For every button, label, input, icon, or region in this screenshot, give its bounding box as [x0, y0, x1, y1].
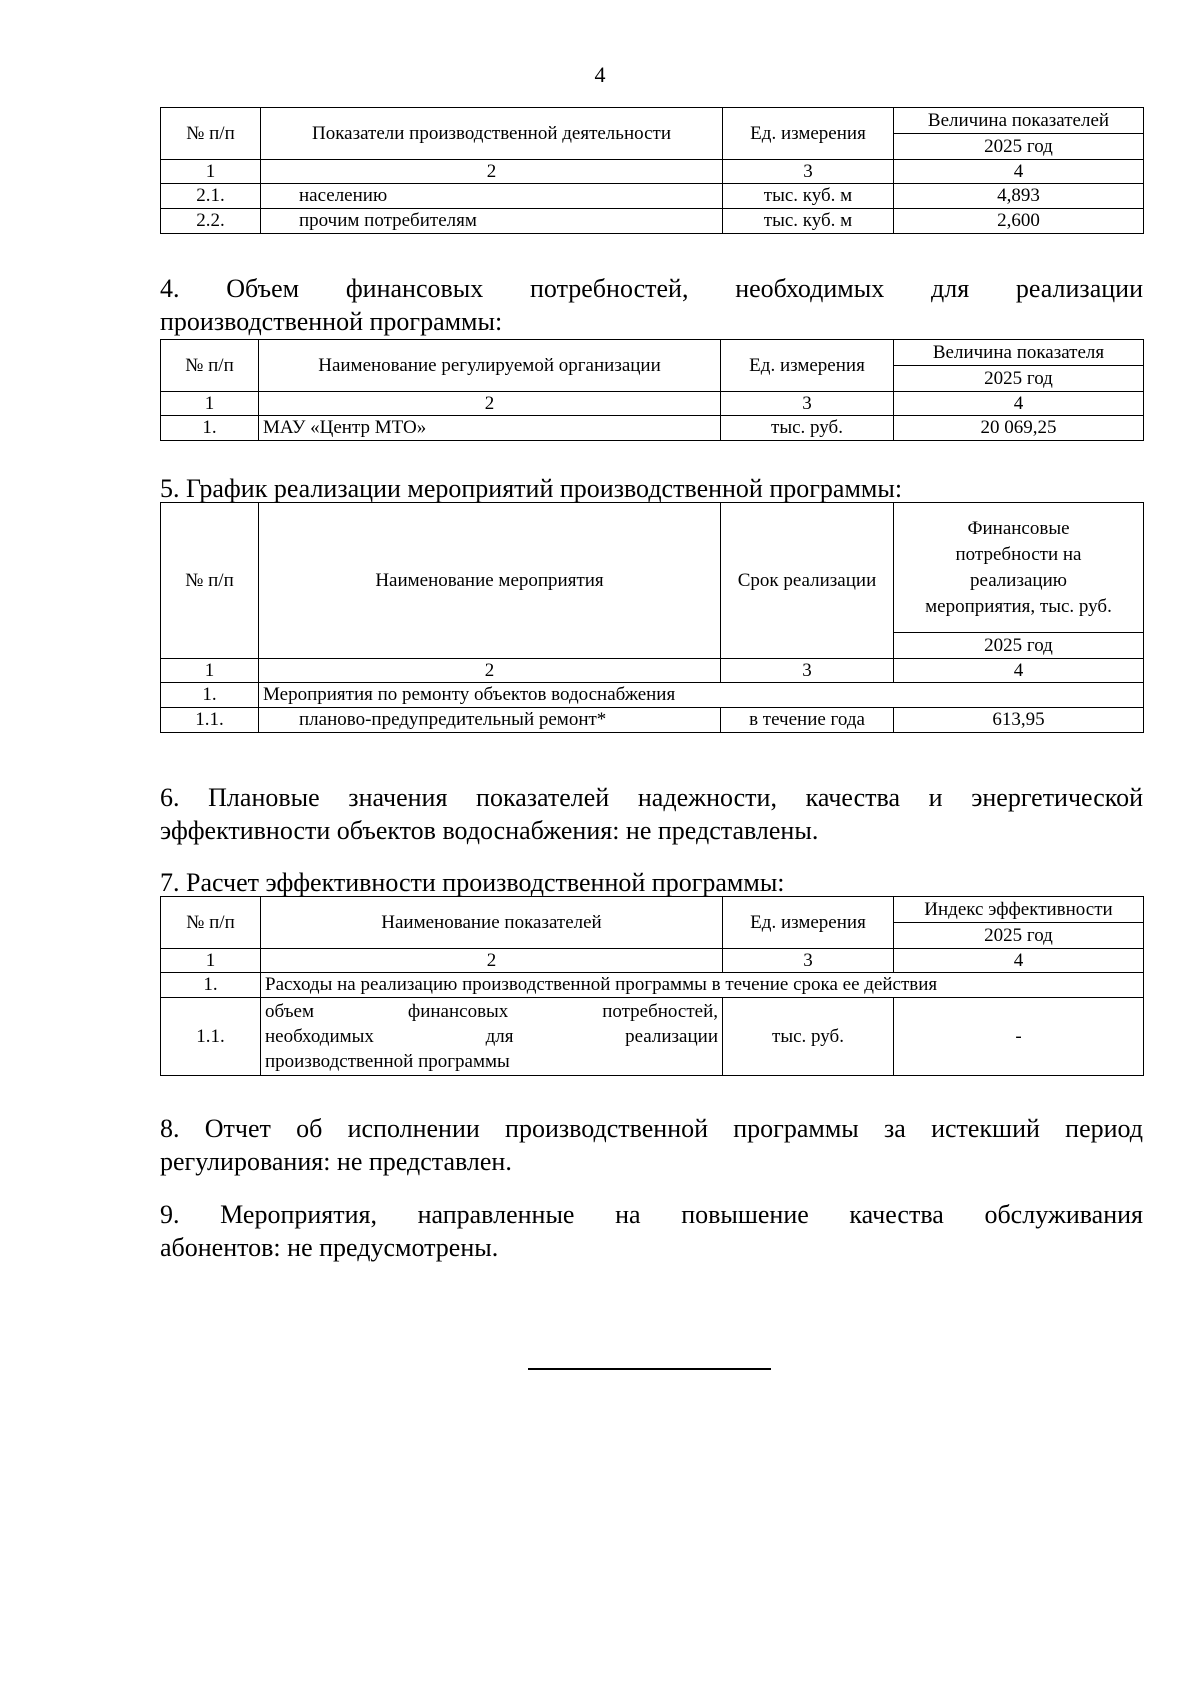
row-num: 1.: [161, 416, 259, 441]
index-cell: 2: [261, 949, 723, 973]
row-unit: тыс. куб. м: [723, 184, 894, 209]
row-measure: планово-предупредительный ремонт*: [259, 708, 721, 733]
row-indicator: прочим потребителям: [261, 209, 723, 234]
header-unit: Ед. измерения: [723, 897, 894, 949]
row-value: 2,600: [894, 209, 1144, 234]
table-row: [161, 184, 1144, 209]
section-8-text: [160, 1112, 1143, 1178]
section-8-line2: регулирования: не представлен.: [160, 1147, 512, 1176]
row-num: 2.2.: [161, 209, 261, 234]
header-unit: Ед. измерения: [723, 108, 894, 160]
index-row: [161, 659, 1144, 683]
header-value: Величина показателя: [894, 340, 1144, 366]
section-6-line1: 6. Плановые значения показателей надежности, качества и энергетической: [160, 783, 1143, 812]
row-num: 1.: [161, 683, 259, 708]
group-name: Мероприятия по ремонту объектов водоснабжения: [259, 683, 1144, 708]
header-num: № п/п: [161, 503, 259, 659]
index-cell: 4: [894, 949, 1144, 973]
page-number: 4: [594, 62, 606, 87]
row-indicator: [261, 998, 723, 1076]
row-unit: тыс. руб.: [721, 416, 894, 441]
section-9-text: [160, 1198, 1143, 1264]
section-4-line1: 4. Объем финансовых потребностей, необходимых для реализации: [160, 274, 1143, 303]
header-year: 2025 год: [894, 633, 1144, 659]
index-cell: 3: [721, 392, 894, 416]
row-indicator-line2: необходимых для реализации: [265, 1026, 718, 1047]
row-num: 1.1.: [161, 998, 261, 1076]
row-unit: тыс. куб. м: [723, 209, 894, 234]
row-value: -: [894, 998, 1144, 1076]
row-indicator-line3: производственной программы: [265, 1051, 510, 1072]
index-cell: 1: [161, 949, 261, 973]
index-cell: 3: [721, 659, 894, 683]
index-cell: 1: [161, 659, 259, 683]
row-organization: МАУ «Центр МТО»: [259, 416, 721, 441]
section-4-text: [160, 272, 1143, 338]
row-value: 20 069,25: [894, 416, 1144, 441]
index-cell: 1: [161, 392, 259, 416]
header-year: 2025 год: [894, 923, 1144, 949]
index-row: [161, 949, 1144, 973]
index-row: [161, 160, 1144, 184]
group-row: [161, 683, 1144, 708]
row-unit: тыс. руб.: [723, 998, 894, 1076]
index-cell: 2: [259, 392, 721, 416]
table-row: [161, 209, 1144, 234]
group-row: [161, 973, 1144, 998]
section-6-line2: эффективности объектов водоснабжения: не представлены.: [160, 816, 819, 845]
row-num: 1.1.: [161, 708, 259, 733]
header-num: № п/п: [161, 897, 261, 949]
efficiency-table: [160, 896, 1144, 1076]
end-divider: [528, 1368, 771, 1370]
row-term: в течение года: [721, 708, 894, 733]
row-num: 2.1.: [161, 184, 261, 209]
table-row: [161, 708, 1144, 733]
section-9-line2: абонентов: не предусмотрены.: [160, 1233, 499, 1262]
group-name: Расходы на реализацию производственной программы в течение срока ее действия: [261, 973, 1144, 998]
table-row: [161, 998, 1144, 1076]
header-year: 2025 год: [894, 134, 1144, 160]
header-indicator: Показатели производственной деятельности: [261, 108, 723, 160]
index-cell: 3: [723, 160, 894, 184]
section-4-line2: производственной программы:: [160, 307, 503, 336]
production-indicators-table: [160, 107, 1144, 234]
header-num: № п/п: [161, 340, 259, 392]
header-num: № п/п: [161, 108, 261, 160]
row-num: 1.: [161, 973, 261, 998]
index-cell: 4: [894, 160, 1144, 184]
index-cell: 2: [259, 659, 721, 683]
header-indicators: Наименование показателей: [261, 897, 723, 949]
index-cell: 1: [161, 160, 261, 184]
header-unit: Ед. измерения: [721, 340, 894, 392]
row-value: 4,893: [894, 184, 1144, 209]
header-term: Срок реализации: [721, 503, 894, 659]
row-value: 613,95: [894, 708, 1144, 733]
index-cell: 3: [723, 949, 894, 973]
header-value: Индекс эффективности: [894, 897, 1144, 923]
schedule-table: [160, 502, 1144, 733]
index-cell: 4: [894, 392, 1144, 416]
section-6-text: [160, 781, 1143, 847]
section-5-heading: 5. График реализации мероприятий производственной программы:: [160, 474, 903, 503]
header-year: 2025 год: [894, 366, 1144, 392]
section-7-heading: 7. Расчет эффективности производственной программы:: [160, 868, 785, 897]
header-value: Финансовые потребности на реализацию мероприятия, тыс. руб.: [894, 503, 1144, 633]
index-cell: 2: [261, 160, 723, 184]
header-measure: Наименование мероприятия: [259, 503, 721, 659]
index-cell: 4: [894, 659, 1144, 683]
header-organization: Наименование регулируемой организации: [259, 340, 721, 392]
section-9-line1: 9. Мероприятия, направленные на повышение качества обслуживания: [160, 1200, 1143, 1229]
row-indicator: населению: [261, 184, 723, 209]
index-row: [161, 392, 1144, 416]
table-row: [161, 416, 1144, 441]
section-8-line1: 8. Отчет об исполнении производственной программы за истекший период: [160, 1114, 1143, 1143]
header-value: Величина показателей: [894, 108, 1144, 134]
financial-needs-table: [160, 339, 1144, 441]
row-indicator-line1: объем финансовых потребностей,: [265, 1001, 718, 1022]
